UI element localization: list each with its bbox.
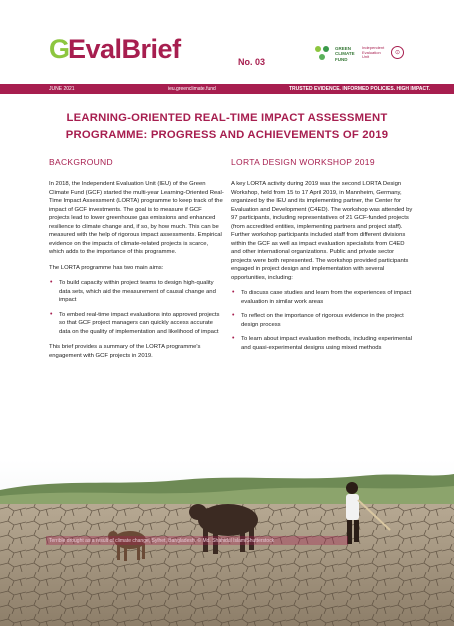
- summary-paragraph: This brief provides a summary of the LORTA programme's engagement with GCF projects in 2019.: [49, 344, 201, 359]
- aims-intro: The LORTA programme has two main aims:: [49, 264, 164, 271]
- list-item: • To embed real-time impact evaluations into approved projects so that GCF project managers can quickly access accurate data on the quality of implementation and likelihood of impact: [49, 311, 224, 337]
- gcf-leaf-icon: [315, 46, 331, 62]
- ieu-circle-icon: ⊙: [391, 46, 404, 59]
- list-item: • To reflect on the importance of rigorous evidence in the project design process: [231, 312, 415, 329]
- page-title: [20, 110, 434, 144]
- workshop-paragraph: A key LORTA activity during 2019 was the second LORTA Design Workshop, held from 15 to 17 April 2019, in Mannheim, Germany, organized by the IEU and its implementing partner, the Center for Evaluation and Development (C4ED). The workshop was attended by 97 participants, including representatives of 21 GCF-funded projects (from accredited entities, implementing partners and project staff). Further workshop participants included staff from different divisions within the GCF as well as impact evaluation specialists from C4ED and other international organizations. Public and private sector projects were both represented. The workshop provided participants engaged in project design and implementation with several opportunities, including:: [231, 181, 413, 281]
- background-paragraph: In 2018, the Independent Evaluation Unit (IEU) of the Green Climate Fund (GCF) started the multi-year Learning-Oriented Real-Time Impact Assessment (LORTA) programme to keep track of the impact of GCF investments. The goal is to measure if GCF projects lead to lower greenhouse gas emissions and enhanced resilience to climate change and, if so, by how much. This can be measured with the help of rigorous impact assessments. Empirical evidence on the impacts of climate-related projects is scarce, which adds to the importance of this programme.: [49, 181, 224, 255]
- opportunities-list: [231, 289, 415, 352]
- list-item: • To discuss case studies and learn from the experiences of impact evaluation in similar work areas: [231, 289, 415, 306]
- page-title-line-2: PROGRAMME: PROGRESS AND ACHIEVEMENTS OF 2019: [65, 129, 389, 141]
- page-title-line-1: LEARNING-ORIENTED REAL-TIME IMPACT ASSESSMENT: [66, 112, 388, 124]
- masthead: [0, 0, 454, 84]
- gcf-logo: [315, 46, 365, 62]
- workshop-heading: LORTA DESIGN WORKSHOP 2019: [231, 157, 375, 167]
- logo-title: EvalBrief: [68, 34, 181, 64]
- tagline: TRUSTED EVIDENCE. INFORMED POLICIES. HIGH IMPACT.: [289, 86, 431, 92]
- logo-g: G: [49, 34, 71, 64]
- background-heading: BACKGROUND: [49, 157, 113, 167]
- website-link[interactable]: ieu.greenclimate.fund: [168, 86, 216, 92]
- list-item: • To learn about impact evaluation methods, including experimental and quasi-experimental designs using mixed methods: [231, 335, 415, 352]
- ieu-logo-text: Independent Evaluation Unit: [362, 45, 385, 60]
- ieu-logo: [362, 46, 404, 60]
- header-band: [0, 84, 454, 94]
- issue-date: JUNE 2021: [49, 86, 75, 92]
- gcf-logo-text: GREEN CLIMATE FUND: [335, 46, 355, 62]
- left-column: [49, 158, 224, 367]
- right-column: [231, 158, 415, 359]
- issue-number: No. 03: [238, 57, 266, 67]
- photo-caption: Terrible drought as a result of climate change, Sylhet, Bangladesh. © Md. Shahidul Islam/Shutterstock: [49, 538, 275, 544]
- list-item: • To build capacity within project teams to design high-quality data sets, which aid the measurement of causal change and impact: [49, 279, 224, 305]
- aims-list: [49, 279, 224, 336]
